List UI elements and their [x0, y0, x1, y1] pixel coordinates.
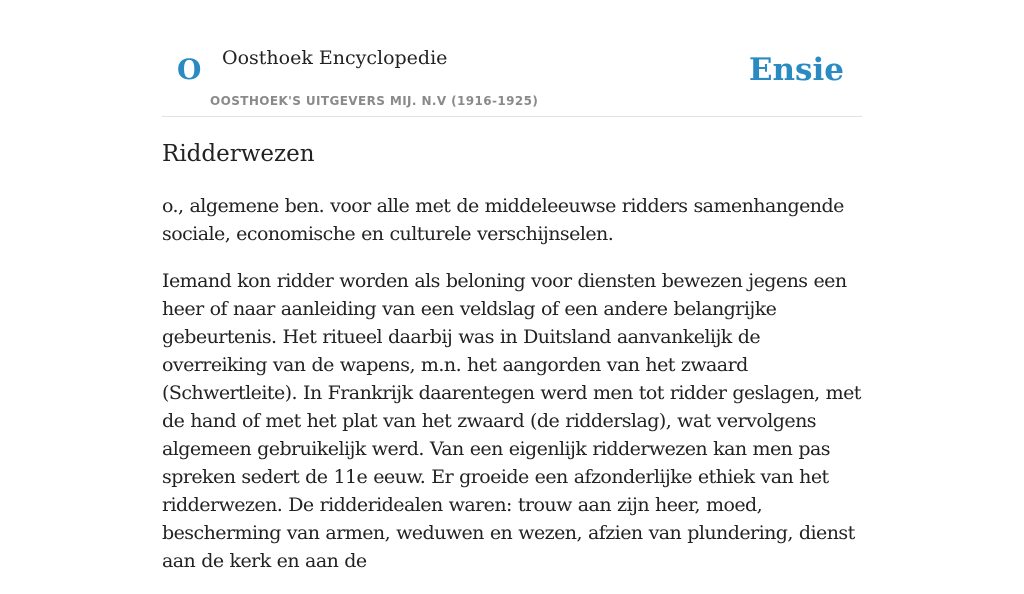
brand-logo[interactable]: Ensie [748, 52, 844, 88]
paragraph-history: Iemand kon ridder worden als beloning voor diensten bewezen jegens een heer of naar aanleiding van een veldslag of een andere belangrijke gebeurtenis. Het ritueel daarbij was in Duitsland aanvankelijk de overreiking van de wapens, m.n. het aangorden van het zwaard (Schwertleite). In Frankrijk daarentegen werd men tot ridder geslagen, met de hand of met het plat van het zwaard (de ridderslag), wat vervolgens algemeen gebruikelijk werd. Van een eigenlijk ridderwezen kan men pas spreken sedert de 11e eeuw. Er groeide een afzonderlijke ethiek van het ridderwezen. De ridderidealen waren: trouw aan zijn heer, moed, bescherming van armen, weduwen en wezen, afzien van plundering, dienst aan de kerk en aan de [162, 270, 861, 572]
source-logo[interactable]: O [177, 53, 202, 86]
source-title[interactable]: Oosthoek Encyclopedie [222, 47, 448, 69]
paragraph-definition: o., algemene ben. voor alle met de middeleeuwse ridders samenhangende sociale, economische en culturele verschijnselen. [162, 195, 844, 245]
entry-body [162, 192, 862, 594]
source-subtitle: OOSTHOEK'S UITGEVERS MIJ. N.V (1916-1925) [210, 94, 539, 108]
entry-title: Ridderwezen [162, 141, 315, 167]
source-header [162, 0, 862, 117]
